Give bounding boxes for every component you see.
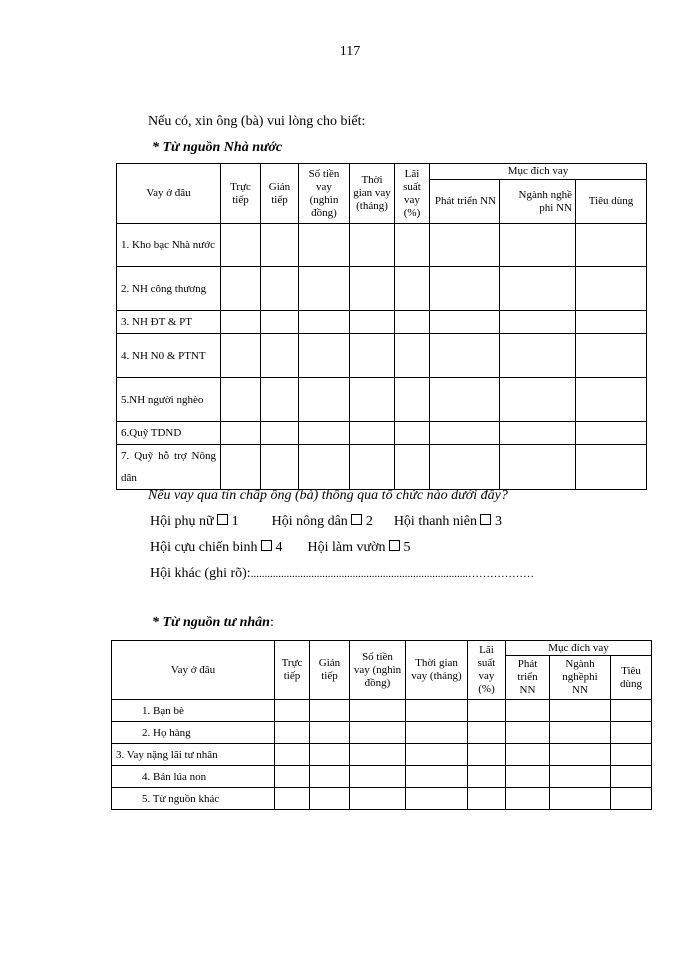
cell[interactable] — [550, 766, 611, 788]
table-row: 7. Quỹ hỗ trợ Nông dân — [117, 445, 221, 490]
cell[interactable] — [611, 722, 652, 744]
cell[interactable] — [299, 311, 350, 334]
table-row: 4. Bán lúa non — [112, 766, 275, 788]
header-rate: Lãi suất vay (%) — [395, 164, 430, 224]
cell[interactable] — [299, 422, 350, 445]
option-label: Hội thanh niên — [393, 514, 478, 529]
cell[interactable] — [395, 422, 430, 445]
cell[interactable] — [350, 722, 406, 744]
cell[interactable] — [500, 378, 576, 422]
cell[interactable] — [406, 722, 468, 744]
table-row: 1. Bạn bè — [112, 700, 275, 722]
cell[interactable] — [576, 445, 647, 490]
cell[interactable] — [350, 224, 395, 267]
cell[interactable] — [430, 334, 500, 378]
checkbox[interactable] — [389, 540, 400, 551]
cell[interactable] — [468, 744, 506, 766]
header-indirect: Gián tiếp — [261, 164, 299, 224]
cell[interactable] — [406, 766, 468, 788]
cell[interactable] — [350, 766, 406, 788]
cell[interactable] — [468, 766, 506, 788]
cell[interactable] — [500, 267, 576, 311]
cell[interactable] — [275, 744, 310, 766]
table-row: 1. Kho bạc Nhà nước — [117, 224, 221, 267]
cell[interactable] — [500, 445, 576, 490]
cell[interactable] — [261, 334, 299, 378]
cell[interactable] — [299, 267, 350, 311]
options-line-1 — [150, 514, 502, 530]
cell[interactable] — [550, 722, 611, 744]
cell[interactable] — [550, 700, 611, 722]
header-purpose: Mục đích vay — [430, 164, 647, 180]
cell[interactable] — [550, 744, 611, 766]
section2-title-suffix: : — [269, 615, 274, 630]
options-line-2 — [150, 540, 411, 556]
checkbox[interactable] — [351, 514, 362, 525]
cell[interactable] — [275, 722, 310, 744]
cell[interactable] — [611, 700, 652, 722]
cell[interactable] — [506, 766, 550, 788]
header-purpose-nonagri: Ngành nghề phi NN — [500, 180, 576, 224]
cell[interactable] — [221, 334, 261, 378]
cell[interactable] — [611, 788, 652, 810]
header-where: Vay ở đâu — [112, 641, 275, 700]
cell[interactable] — [506, 700, 550, 722]
cell[interactable] — [221, 378, 261, 422]
cell[interactable] — [310, 700, 350, 722]
cell[interactable] — [468, 700, 506, 722]
cell[interactable] — [310, 766, 350, 788]
cell[interactable] — [350, 334, 395, 378]
cell[interactable] — [576, 224, 647, 267]
header-rate: Lãi suất vay (%) — [468, 641, 506, 700]
cell[interactable] — [299, 378, 350, 422]
cell[interactable] — [261, 445, 299, 490]
cell[interactable] — [430, 311, 500, 334]
private-loan-table — [111, 640, 652, 810]
option-label: Hội nông dân — [271, 514, 348, 529]
cell[interactable] — [350, 267, 395, 311]
cell[interactable] — [550, 788, 611, 810]
option-number: 3 — [495, 514, 503, 529]
option-label: Hội cựu chiến binh — [150, 540, 258, 555]
cell[interactable] — [406, 700, 468, 722]
page-number: 117 — [339, 44, 361, 59]
table-row: 5. Từ nguồn khác — [112, 788, 275, 810]
cell[interactable] — [576, 267, 647, 311]
cell[interactable] — [430, 445, 500, 490]
cell[interactable] — [406, 744, 468, 766]
option-number: 4 — [275, 540, 283, 555]
cell[interactable] — [395, 311, 430, 334]
header-duration: Thời gian vay (tháng) — [406, 641, 468, 700]
cell[interactable] — [506, 722, 550, 744]
header-purpose: Mục đích vay — [506, 641, 652, 656]
checkbox[interactable] — [480, 514, 491, 525]
cell[interactable] — [261, 422, 299, 445]
cell[interactable] — [430, 422, 500, 445]
cell[interactable] — [395, 445, 430, 490]
cell[interactable] — [468, 722, 506, 744]
header-direct: Trực tiếp — [275, 641, 310, 700]
option-number: 5 — [403, 540, 411, 555]
cell[interactable] — [430, 378, 500, 422]
cell[interactable] — [576, 334, 647, 378]
table-row: 6.Quỹ TDND — [117, 422, 221, 445]
checkbox[interactable] — [261, 540, 272, 551]
header-amount: Số tiền vay (nghìn đồng) — [299, 164, 350, 224]
cell[interactable] — [350, 311, 395, 334]
cell[interactable] — [275, 788, 310, 810]
header-direct: Trực tiếp — [221, 164, 261, 224]
cell[interactable] — [275, 700, 310, 722]
table-row: 3. Vay nặng lãi tư nhân — [112, 744, 275, 766]
option-label: Hội phụ nữ — [150, 514, 214, 529]
cell[interactable] — [395, 378, 430, 422]
cell[interactable] — [350, 744, 406, 766]
cell[interactable] — [500, 224, 576, 267]
cell[interactable] — [395, 267, 430, 311]
cell[interactable] — [275, 766, 310, 788]
section1-title: * Từ nguồn Nhà nước — [152, 140, 283, 155]
cell[interactable] — [406, 788, 468, 810]
cell[interactable] — [310, 744, 350, 766]
cell[interactable] — [500, 422, 576, 445]
header-purpose-consumption: Tiêu dùng — [611, 656, 652, 700]
header-purpose-agri: Phát triển NN — [506, 656, 550, 700]
cell[interactable] — [221, 267, 261, 311]
options-other — [150, 566, 534, 582]
header-amount: Số tiền vay (nghìn đồng) — [350, 641, 406, 700]
header-purpose-nonagri: Ngành nghềphi NN — [550, 656, 611, 700]
cell[interactable] — [350, 700, 406, 722]
cell[interactable] — [261, 267, 299, 311]
cell[interactable] — [611, 766, 652, 788]
cell[interactable] — [221, 445, 261, 490]
cell[interactable] — [611, 744, 652, 766]
header-purpose-consumption: Tiêu dùng — [576, 180, 647, 224]
cell[interactable] — [500, 334, 576, 378]
table-row: 2. Họ hàng — [112, 722, 275, 744]
cell[interactable] — [310, 722, 350, 744]
table-row: 5.NH người nghèo — [117, 378, 221, 422]
table-row: 4. NH N0 & PTNT — [117, 334, 221, 378]
other-fill-line[interactable]: ...............................................................................……………… — [250, 568, 534, 580]
header-where: Vay ở đâu — [117, 164, 221, 224]
table-row: 2. NH công thương — [117, 267, 221, 311]
cell[interactable] — [221, 311, 261, 334]
state-loan-table — [116, 163, 647, 490]
header-purpose-agri: Phát triển NN — [430, 180, 500, 224]
option-label: Hội làm vườn — [307, 540, 386, 555]
cell[interactable] — [576, 422, 647, 445]
checkbox[interactable] — [217, 514, 228, 525]
cell[interactable] — [430, 267, 500, 311]
other-label: Hội khác (ghi rõ): — [150, 566, 251, 581]
cell[interactable] — [506, 788, 550, 810]
cell[interactable] — [506, 744, 550, 766]
cell[interactable] — [261, 378, 299, 422]
cell[interactable] — [350, 422, 395, 445]
guarantee-question: Nếu vay qua tín chấp ông (bà) thông qua tổ chức nào dưới đây? — [148, 488, 508, 503]
cell[interactable] — [350, 378, 395, 422]
section2-title — [152, 615, 274, 631]
cell[interactable] — [261, 224, 299, 267]
intro-text: Nếu có, xin ông (bà) vui lòng cho biết: — [148, 114, 366, 129]
cell[interactable] — [310, 788, 350, 810]
cell[interactable] — [221, 224, 261, 267]
cell[interactable] — [500, 311, 576, 334]
cell[interactable] — [395, 224, 430, 267]
cell[interactable] — [350, 445, 395, 490]
cell[interactable] — [299, 224, 350, 267]
cell[interactable] — [299, 334, 350, 378]
cell[interactable] — [221, 422, 261, 445]
cell[interactable] — [576, 311, 647, 334]
cell[interactable] — [576, 378, 647, 422]
table-row: 3. NH ĐT & PT — [117, 311, 221, 334]
header-duration: Thời gian vay (tháng) — [350, 164, 395, 224]
cell[interactable] — [299, 445, 350, 490]
cell[interactable] — [468, 788, 506, 810]
section2-title-text: * Từ nguồn tư nhân — [152, 615, 270, 630]
option-number: 2 — [365, 514, 373, 529]
cell[interactable] — [261, 311, 299, 334]
cell[interactable] — [395, 334, 430, 378]
header-indirect: Gián tiếp — [310, 641, 350, 700]
cell[interactable] — [430, 224, 500, 267]
option-number: 1 — [231, 514, 239, 529]
cell[interactable] — [350, 788, 406, 810]
